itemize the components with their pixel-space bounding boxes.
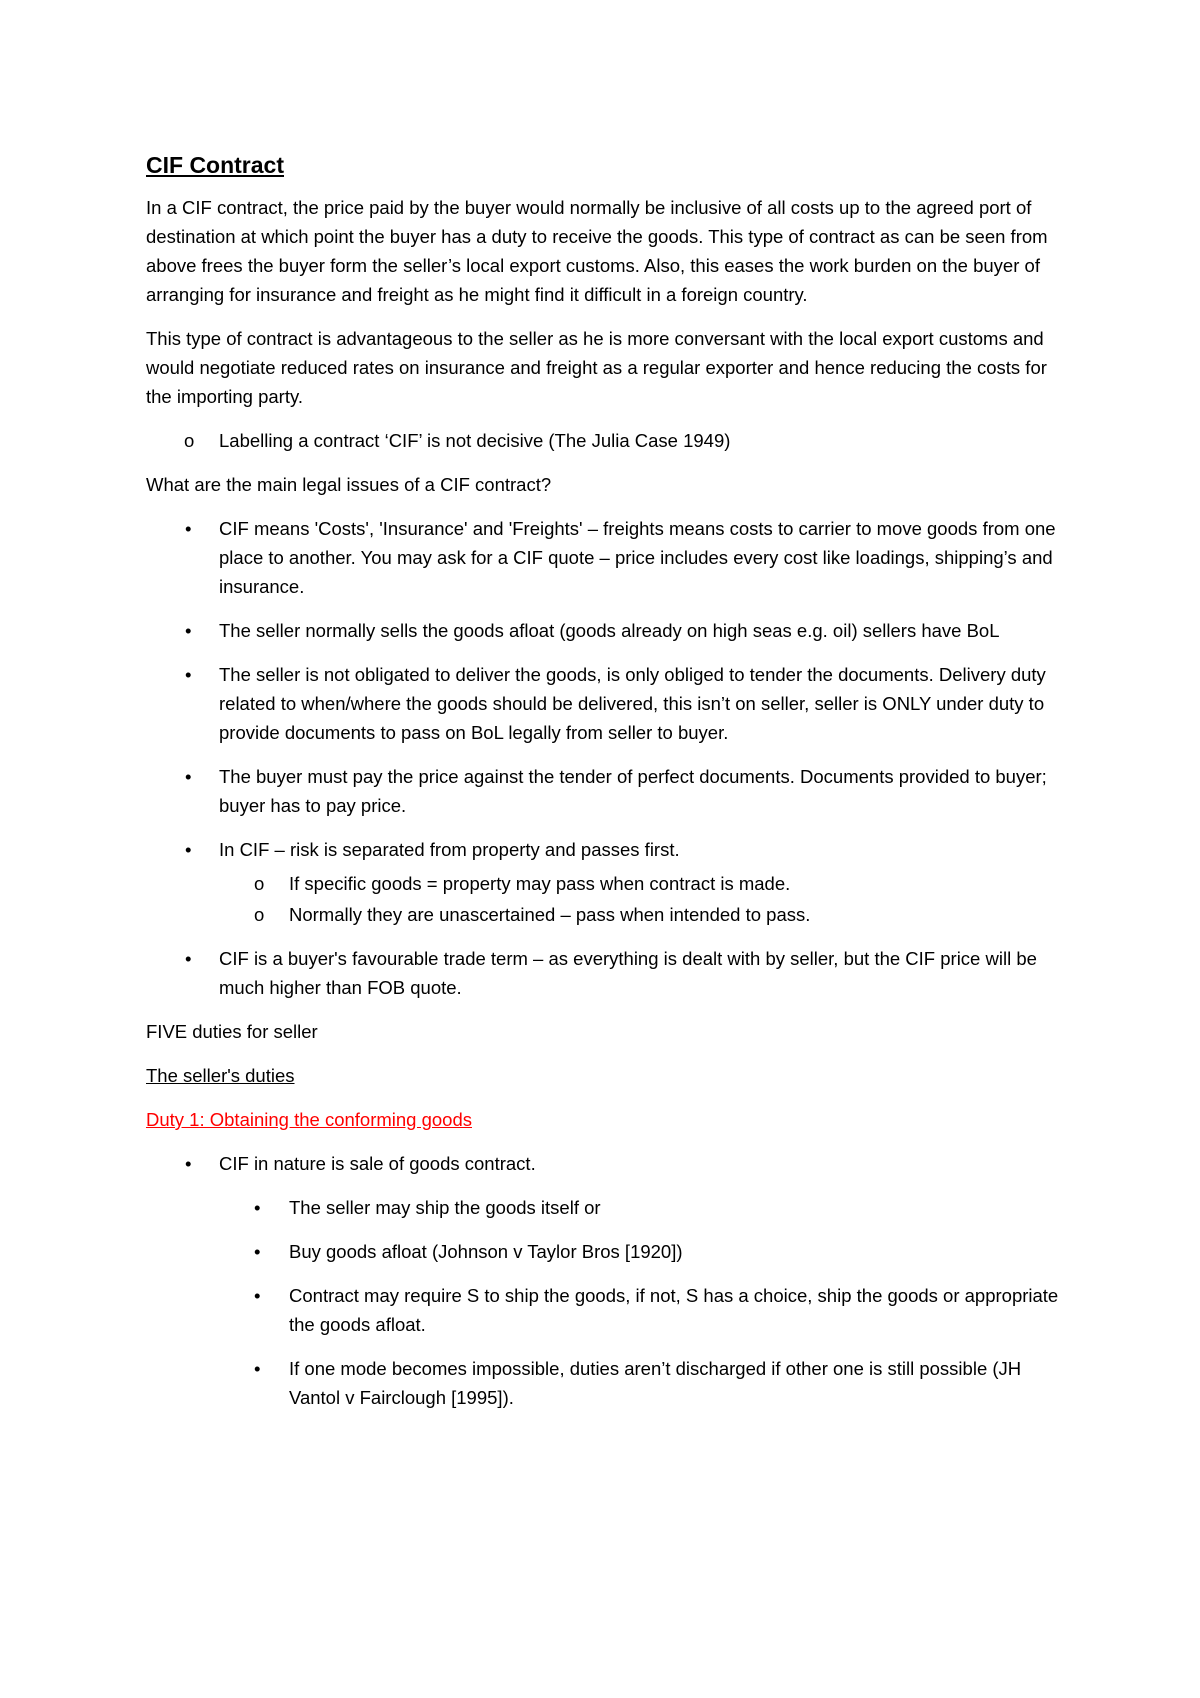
bullet-icon: • xyxy=(254,1285,261,1306)
list-item-text: CIF in nature is sale of goods contract. xyxy=(219,1153,536,1174)
list-item xyxy=(146,900,1066,929)
sellers-duties-heading: The seller's duties xyxy=(146,1065,295,1086)
list-item xyxy=(146,1193,1066,1222)
bullet-icon: • xyxy=(185,766,192,787)
legal-issues-list xyxy=(146,514,1066,864)
list-item-text: Contract may require S to ship the goods, if not, S has a choice, ship the goods or appropriate the goods afloat. xyxy=(289,1285,1059,1335)
bullet-icon: • xyxy=(185,1153,192,1174)
duty1-list xyxy=(146,1149,1066,1412)
list-item xyxy=(146,426,1066,455)
list-item xyxy=(146,869,1066,898)
document-page xyxy=(146,150,1066,1427)
list-item xyxy=(146,1237,1066,1266)
bullet-icon: • xyxy=(185,839,192,860)
intro-paragraph: In a CIF contract, the price paid by the buyer would normally be inclusive of all costs up to the agreed port of destination at which point the buyer has a duty to receive the goods. This type of contract as can be seen from above frees the buyer form the seller’s local export customs. Also, this eases the work burden on the buyer of arranging for insurance and freight as he might find it difficult in a foreign country. xyxy=(146,197,1048,305)
list-item-text: CIF is a buyer's favourable trade term – as everything is dealt with by seller, but the CIF price will be much higher than FOB quote. xyxy=(219,948,1037,998)
labelling-list xyxy=(146,426,1066,455)
list-item xyxy=(146,1281,1066,1339)
list-item xyxy=(146,1354,1066,1412)
list-item xyxy=(146,762,1066,820)
list-item-text: CIF means 'Costs', 'Insurance' and 'Freights' – freights means costs to carrier to move goods from one place to another. You may ask for a CIF quote – price includes every cost like loadings, shipping’s and insurance. xyxy=(219,518,1056,597)
circle-bullet-icon: o xyxy=(254,904,265,925)
circle-bullet-icon: o xyxy=(254,873,265,894)
circle-bullet-icon: o xyxy=(184,430,195,451)
list-item xyxy=(146,514,1066,601)
list-item-text: The seller is not obligated to deliver the goods, is only obliged to tender the documents. Delivery duty related to when/where the goods should be delivered, this isn’t on seller, seller is ONLY under duty to provide documents to pass on BoL legally from seller to buyer. xyxy=(219,664,1046,743)
bullet-icon: • xyxy=(185,664,192,685)
list-item-text: The seller may ship the goods itself or xyxy=(289,1197,601,1218)
risk-sub-list xyxy=(146,869,1066,929)
list-item xyxy=(146,660,1066,747)
list-item-text: The buyer must pay the price against the tender of perfect documents. Documents provided to buyer; buyer has to pay price. xyxy=(219,766,1047,816)
list-item xyxy=(146,616,1066,645)
list-item-text: Normally they are unascertained – pass when intended to pass. xyxy=(289,904,811,925)
list-item-text: In CIF – risk is separated from property and passes first. xyxy=(219,839,680,860)
bullet-icon: • xyxy=(185,620,192,641)
legal-issues-question: What are the main legal issues of a CIF contract? xyxy=(146,474,552,495)
list-item-text: Labelling a contract ‘CIF’ is not decisive (The Julia Case 1949) xyxy=(219,430,731,451)
list-item xyxy=(146,944,1066,1002)
list-item-text: If one mode becomes impossible, duties aren’t discharged if other one is still possible (JH Vantol v Fairclough [1995]). xyxy=(289,1358,1022,1408)
bullet-icon: • xyxy=(254,1358,261,1379)
page-title: CIF Contract xyxy=(146,152,284,178)
list-item-text: Buy goods afloat (Johnson v Taylor Bros [1920]) xyxy=(289,1241,683,1262)
list-item-text: If specific goods = property may pass when contract is made. xyxy=(289,873,791,894)
five-duties-text: FIVE duties for seller xyxy=(146,1021,318,1042)
list-item xyxy=(146,835,1066,864)
bullet-icon: • xyxy=(254,1241,261,1262)
legal-issues-list-continued xyxy=(146,944,1066,1002)
list-item xyxy=(146,1149,1066,1178)
list-item-text: The seller normally sells the goods afloat (goods already on high seas e.g. oil) sellers have BoL xyxy=(219,620,1000,641)
bullet-icon: • xyxy=(185,518,192,539)
duty1-heading: Duty 1: Obtaining the conforming goods xyxy=(146,1109,472,1130)
advantage-paragraph: This type of contract is advantageous to the seller as he is more conversant with the local export customs and would negotiate reduced rates on insurance and freight as a regular exporter and hence reducing the costs for the importing party. xyxy=(146,328,1047,407)
bullet-icon: • xyxy=(185,948,192,969)
bullet-icon: • xyxy=(254,1197,261,1218)
